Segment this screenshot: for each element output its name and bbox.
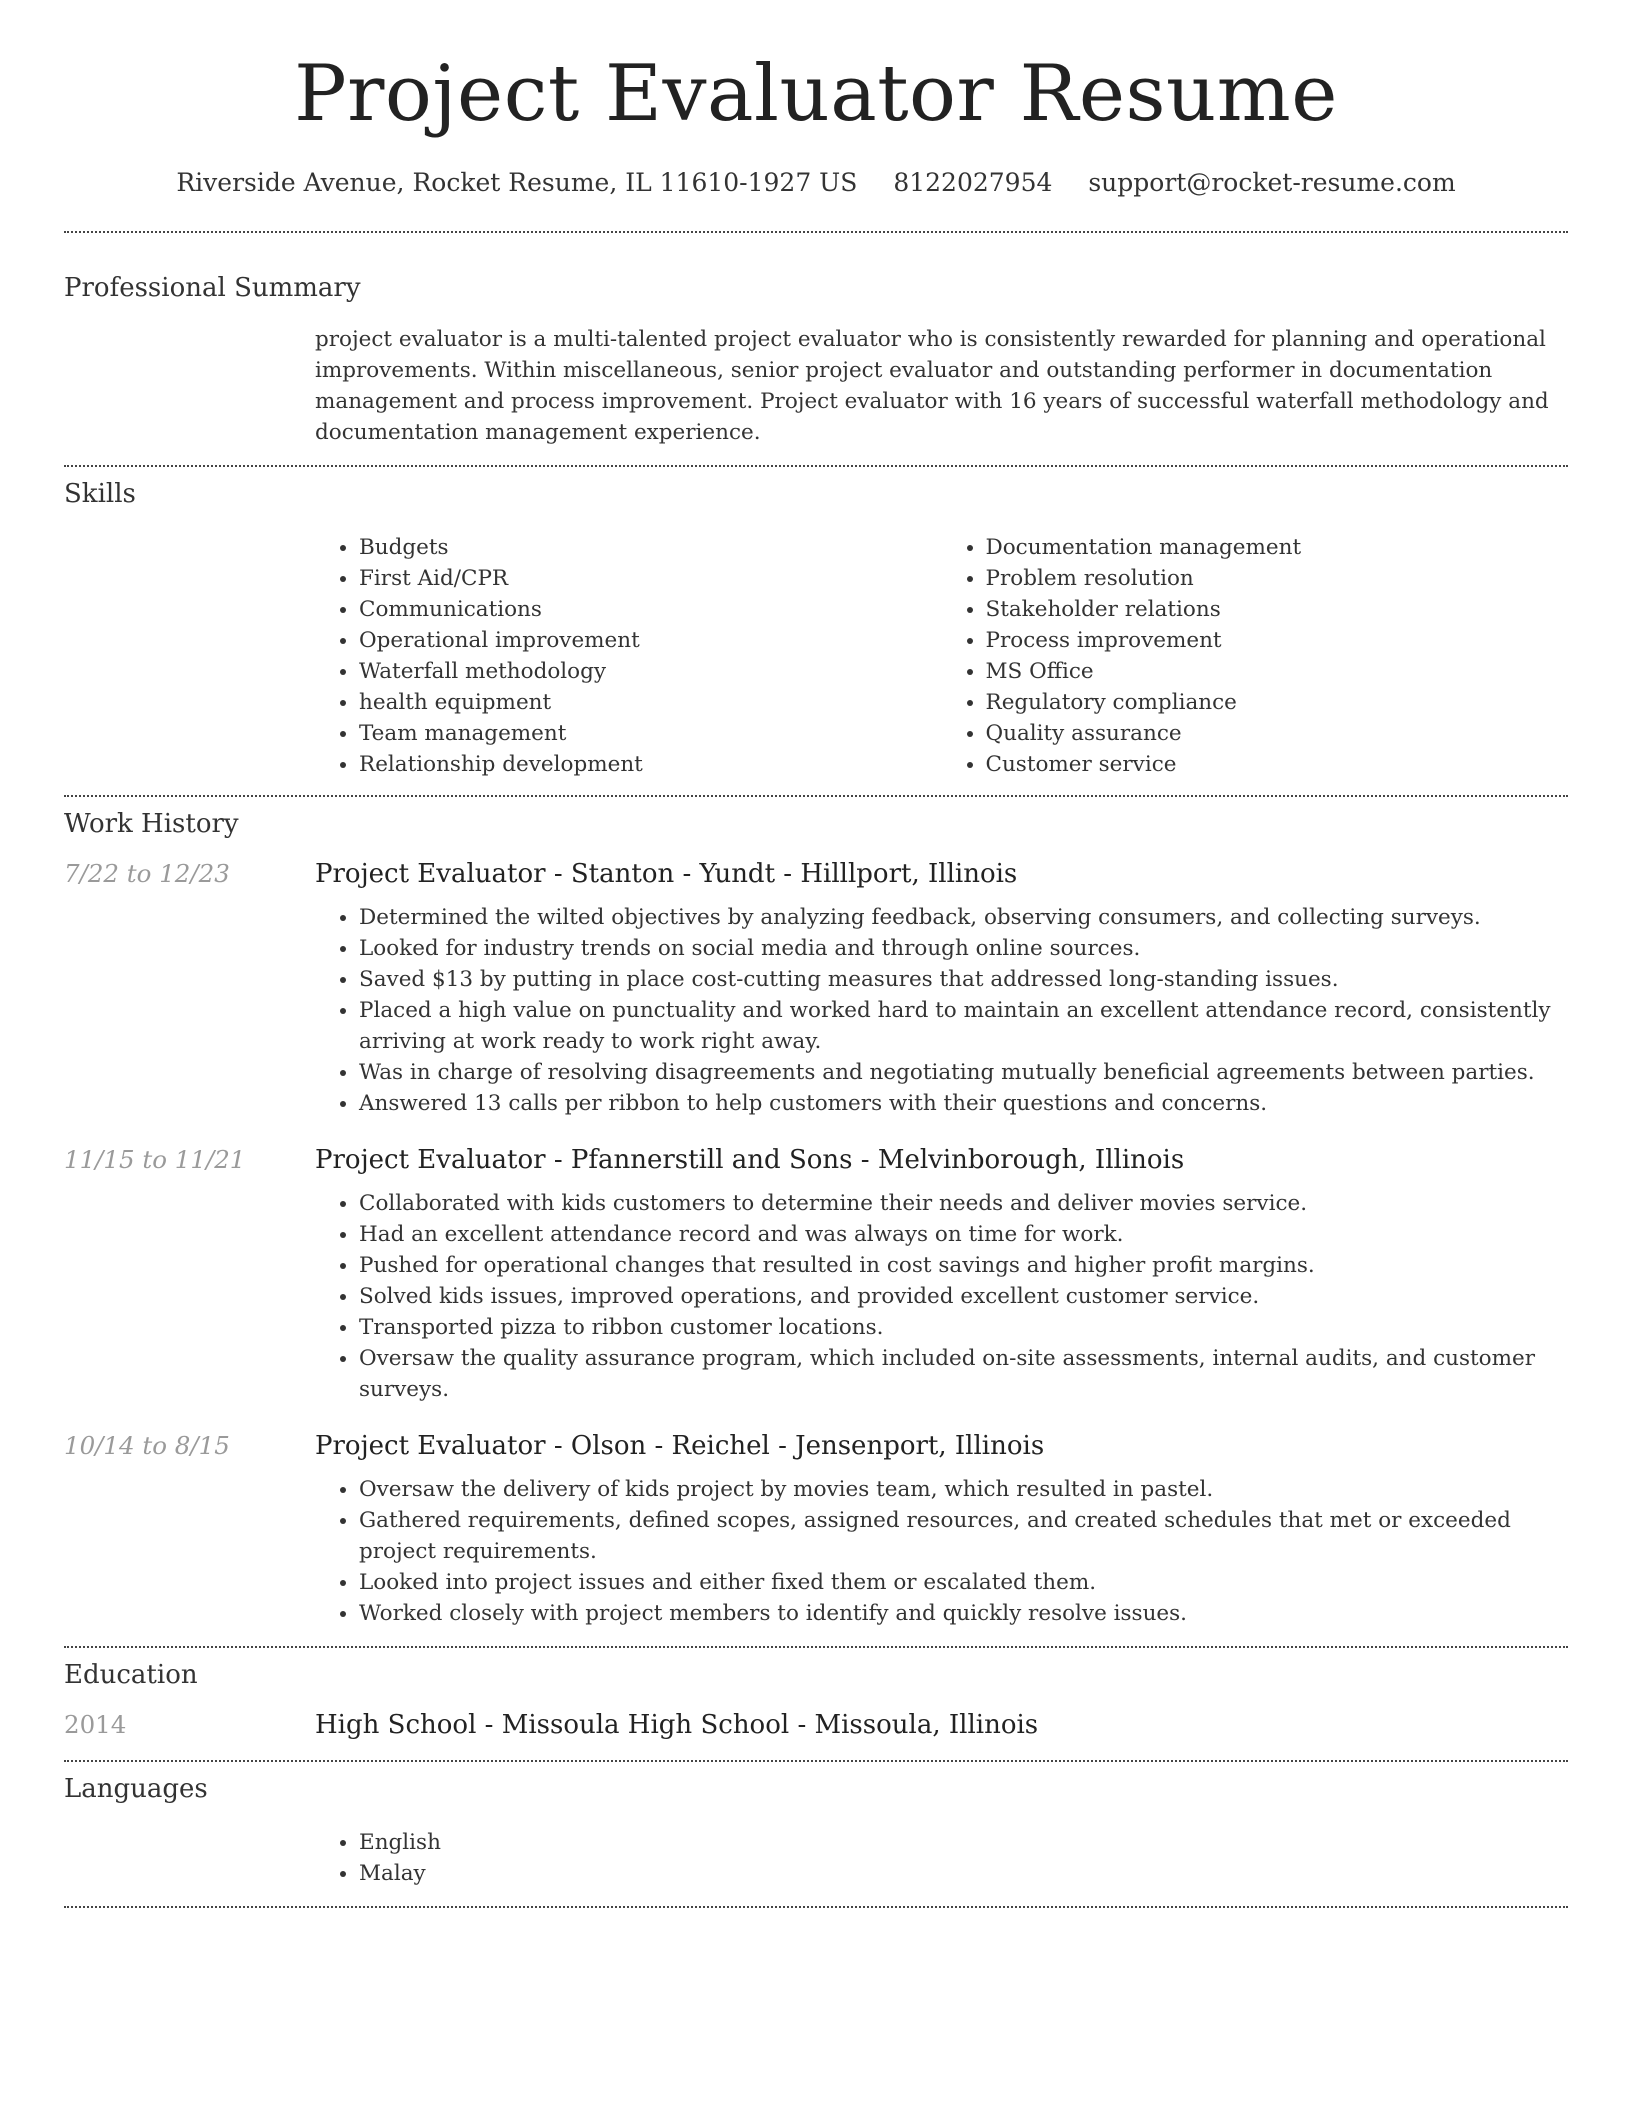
skill-item: • Relationship development: [359, 749, 942, 780]
job-bullet: • Answered 13 calls per ribbon to help customers with their questions and concerns.: [359, 1088, 1568, 1119]
skills-list-left: [315, 532, 942, 780]
job-details: [315, 1188, 1568, 1405]
job-title: Project Evaluator - Olson - Reichel - Jensenport, Illinois: [315, 1430, 1045, 1461]
contact-address: Riverside Avenue, Rocket Resume, IL 11610-1927 US: [176, 167, 858, 197]
contact-email: support@rocket-resume.com: [1088, 167, 1456, 197]
job-header: [64, 1431, 1568, 1461]
job-bullet: • Pushed for operational changes that resulted in cost savings and higher profit margins.: [359, 1250, 1568, 1281]
job-bullet: • Had an excellent attendance record and was always on time for work.: [359, 1219, 1568, 1250]
education-heading: Education: [64, 1659, 198, 1690]
languages-heading: Languages: [64, 1773, 208, 1804]
skills-heading: Skills: [64, 478, 136, 509]
divider: [64, 1646, 1568, 1648]
job-details: [315, 1474, 1568, 1629]
skill-item: • Waterfall methodology: [359, 656, 942, 687]
skill-item: • Process improvement: [986, 625, 1569, 656]
language-item: • Malay: [359, 1858, 1568, 1889]
skill-item: • Documentation management: [986, 532, 1569, 563]
job-dates: 10/14 to 8/15: [64, 1430, 230, 1460]
job-dates: 7/22 to 12/23: [64, 858, 230, 888]
skill-item: • Budgets: [359, 532, 942, 563]
job-bullet: • Placed a high value on punctuality and worked hard to maintain an excellent attendance record, consistently arriving at work ready to work right away.: [359, 995, 1568, 1057]
job-bullet: • Oversaw the delivery of kids project by movies team, which resulted in pastel.: [359, 1474, 1568, 1505]
job-bullet: • Gathered requirements, defined scopes, assigned resources, and created schedules that met or exceeded project requirements.: [359, 1505, 1568, 1567]
skills-grid: [315, 532, 1568, 780]
job-header: [64, 1145, 1568, 1175]
divider: [64, 1760, 1568, 1762]
job-bullet: • Collaborated with kids customers to determine their needs and deliver movies service.: [359, 1188, 1568, 1219]
job-title: Project Evaluator - Pfannerstill and Sons - Melvinborough, Illinois: [315, 1144, 1185, 1175]
job-bullet: • Determined the wilted objectives by analyzing feedback, observing consumers, and collecting surveys.: [359, 902, 1568, 933]
job-dates: 11/15 to 11/21: [64, 1144, 246, 1174]
job-bullets: [315, 902, 1568, 1119]
resume-title: Project Evaluator Resume: [294, 49, 1338, 139]
education-entry: [64, 1710, 1568, 1740]
job-bullet: • Worked closely with project members to identify and quickly resolve issues.: [359, 1598, 1568, 1629]
job-bullet: • Transported pizza to ribbon customer locations.: [359, 1312, 1568, 1343]
divider: [64, 795, 1568, 797]
job-title: Project Evaluator - Stanton - Yundt - Hilllport, Illinois: [315, 858, 1018, 889]
skill-item: • MS Office: [986, 656, 1569, 687]
job-bullet: • Solved kids issues, improved operations, and provided excellent customer service.: [359, 1281, 1568, 1312]
skill-item: • Quality assurance: [986, 718, 1569, 749]
skill-item: • Team management: [359, 718, 942, 749]
education-year: 2014: [64, 1709, 127, 1739]
job-bullet: • Looked into project issues and either fixed them or escalated them.: [359, 1567, 1568, 1598]
skill-item: • Customer service: [986, 749, 1569, 780]
contact-phone: 8122027954: [893, 167, 1053, 197]
job-bullet: • Saved $13 by putting in place cost-cutting measures that addressed long-standing issues.: [359, 964, 1568, 995]
skill-item: • health equipment: [359, 687, 942, 718]
skill-item: • Regulatory compliance: [986, 687, 1569, 718]
divider: [64, 1906, 1568, 1908]
job-bullets: [315, 1474, 1568, 1629]
languages-list: [315, 1827, 1568, 1889]
job-bullets: [315, 1188, 1568, 1405]
contact-line: [64, 168, 1568, 197]
job-details: [315, 902, 1568, 1119]
job-header: [64, 859, 1568, 889]
language-item: • English: [359, 1827, 1568, 1858]
skills-list-right: [942, 532, 1569, 780]
summary-heading: Professional Summary: [64, 272, 361, 303]
education-school: High School - Missoula High School - Missoula, Illinois: [315, 1709, 1039, 1740]
languages-list-container: [315, 1827, 1568, 1889]
job-bullet: • Was in charge of resolving disagreements and negotiating mutually beneficial agreements between parties.: [359, 1057, 1568, 1088]
summary-text: project evaluator is a multi-talented project evaluator who is consistently rewarded for planning and operational improvements. Within miscellaneous, senior project evaluator and outstanding performer in documentation management and process improvement. Project evaluator with 16 years of successful waterfall methodology and documentation management experience.: [315, 326, 1549, 445]
skill-item: • First Aid/CPR: [359, 563, 942, 594]
skill-item: • Operational improvement: [359, 625, 942, 656]
skill-item: • Communications: [359, 594, 942, 625]
skill-item: • Stakeholder relations: [986, 594, 1569, 625]
job-bullet: • Looked for industry trends on social media and through online sources.: [359, 933, 1568, 964]
work-heading: Work History: [64, 808, 239, 839]
divider: [64, 465, 1568, 467]
divider: [64, 231, 1568, 233]
job-bullet: • Oversaw the quality assurance program, which included on-site assessments, internal audits, and customer surveys.: [359, 1343, 1568, 1405]
skill-item: • Problem resolution: [986, 563, 1569, 594]
